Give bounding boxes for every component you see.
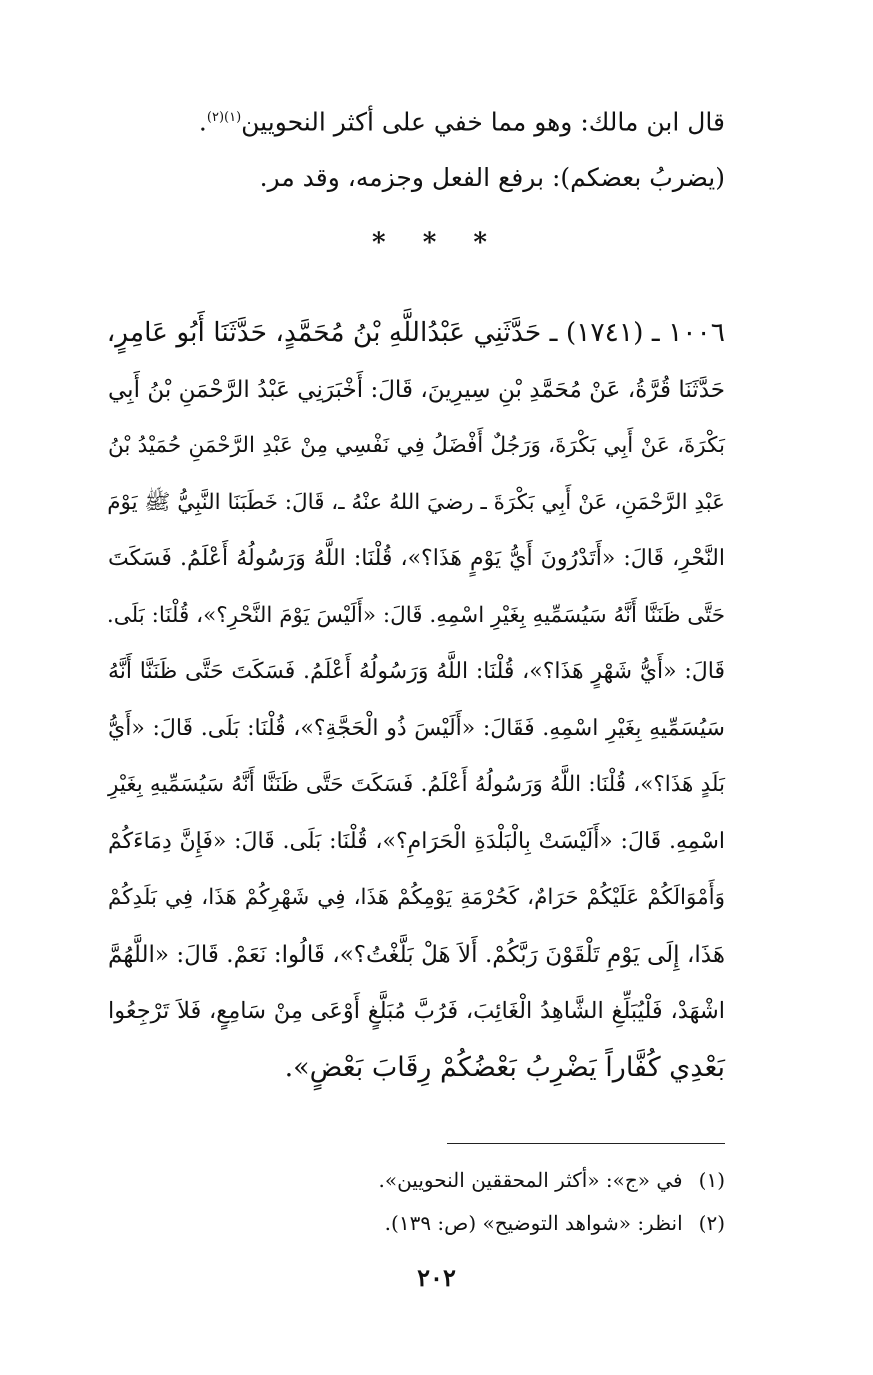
hadith-line: قَالَ: «أَيُّ شَهْرٍ هَذَا؟»، قُلْنَا: اللَّهُ وَرَسُولُهُ أَعْلَمُ. فَسَكَتَ حَتَّى ظَنَنَّا أَنَّهُ [108, 659, 725, 684]
footnote-1 [200, 1165, 725, 1195]
intro-line-1 [148, 98, 725, 142]
hadith-line: اسْمِهِ. قَالَ: «أَلَيْسَتْ بِالْبَلْدَةِ الْحَرَامِ؟»، قُلْنَا: بَلَى. قَالَ: «فَإِنَّ دِمَاءَكُمْ [108, 828, 725, 854]
hadith-line: النَّحْرِ، قَالَ: «أَتَدْرُونَ أَيُّ يَوْمٍ هَذَا؟»، قُلْنَا: اللَّهُ وَرَسُولُهُ أَعْلَمُ. فَسَكَتَ [108, 546, 725, 571]
footnote-number: (٢) [698, 1211, 725, 1235]
hadith-line: اشْهَدْ، فَلْيُبَلِّغِ الشَّاهِدُ الْغَائِبَ، فَرُبَّ مُبَلَّغٍ أَوْعَى مِنْ سَامِعٍ، فَلاَ تَرْجِعُوا [108, 998, 725, 1024]
hadith-line: بَكْرَةَ، عَنْ أَبِي بَكْرَةَ، وَرَجُلٌ أَفْضَلُ فِي نَفْسِي مِنْ عَبْدِ الرَّحْمَنِ حُمَيْدُ بْنُ [108, 433, 725, 458]
intro-line-1-end: . [198, 107, 207, 137]
footnote-text: انظر: «شواهد التوضيح» (ص: ١٣٩). [384, 1211, 683, 1235]
footnote-refs: (١)(٢) [206, 110, 242, 125]
hadith-line: بَعْدِي كُفَّاراً يَضْرِبُ بَعْضُكُمْ رِقَابَ بَعْضٍ». [284, 1051, 725, 1083]
hadith-line: عَبْدِ الرَّحْمَنِ، عَنْ أَبِي بَكْرَةَ ـ رضيَ اللهُ عنْهُ ـ، قَالَ: خَطَبَنَا النَّبِيُّ ﷺ يَوْمَ [107, 489, 725, 515]
hadith-line: حَتَّى ظَنَنَّا أَنَّهُ سَيُسَمِّيهِ بِغَيْرِ اسْمِهِ. قَالَ: «أَلَيْسَ يَوْمَ النَّحْرِ؟»، قُلْنَا: بَلَى. [106, 602, 725, 628]
hadith-line: هَذَا، إِلَى يَوْمِ تَلْقَوْنَ رَبَّكُمْ. أَلاَ هَلْ بَلَّغْتُ؟»، قَالُوا: نَعَمْ. قَالَ: «اللَّهُمَّ [108, 941, 725, 968]
footnote-2 [200, 1208, 725, 1238]
intro-line-1-text: قال ابن مالك: وهو مما خفي على أكثر النحويين [241, 107, 725, 137]
footnote-text: في «ج»: «أكثر المحققين النحويين». [378, 1168, 683, 1192]
hadith-line: ١٠٠٦ ـ (١٧٤١) ـ حَدَّثَنِي عَبْدُاللَّهِ بْنُ مُحَمَّدٍ، حَدَّثَنَا أَبُو عَامِرٍ، [106, 317, 725, 348]
footnote-divider [447, 1143, 725, 1144]
hadith-line: سَيُسَمِّيهِ بِغَيْرِ اسْمِهِ. فَقَالَ: «أَلَيْسَ ذُو الْحَجَّةِ؟»، قُلْنَا: بَلَى. قَالَ: «أَيُّ [108, 715, 725, 741]
hadith-line: وَأَمْوَالَكُمْ عَلَيْكُمْ حَرَامٌ، كَحُرْمَةِ يَوْمِكُمْ هَذَا، فِي شَهْرِكُمْ هَذَا، فِي بَلَدِكُمْ [108, 885, 725, 910]
hadith-line: حَدَّثَنَا قُرَّةُ، عَنْ مُحَمَّدِ بْنِ سِيرِينَ، قَالَ: أَخْبَرَنِي عَبْدُ الرَّحْمَنِ بْنُ أَبِي [108, 376, 725, 403]
section-separator: * * * [372, 228, 501, 258]
footnote-number: (١) [698, 1168, 725, 1192]
intro-line-2: (يضربُ بعضكم): برفع الفعل وجزمه، وقد مر. [259, 163, 725, 192]
hadith-paragraph [108, 305, 725, 1096]
page-number: ٢٠٢ [417, 1263, 456, 1292]
hadith-line: بَلَدٍ هَذَا؟»، قُلْنَا: اللَّهُ وَرَسُولُهُ أَعْلَمُ. فَسَكَتَ حَتَّى ظَنَنَّا أَنَّهُ سَيُسَمِّيهِ بِغَيْرِ [108, 772, 725, 797]
